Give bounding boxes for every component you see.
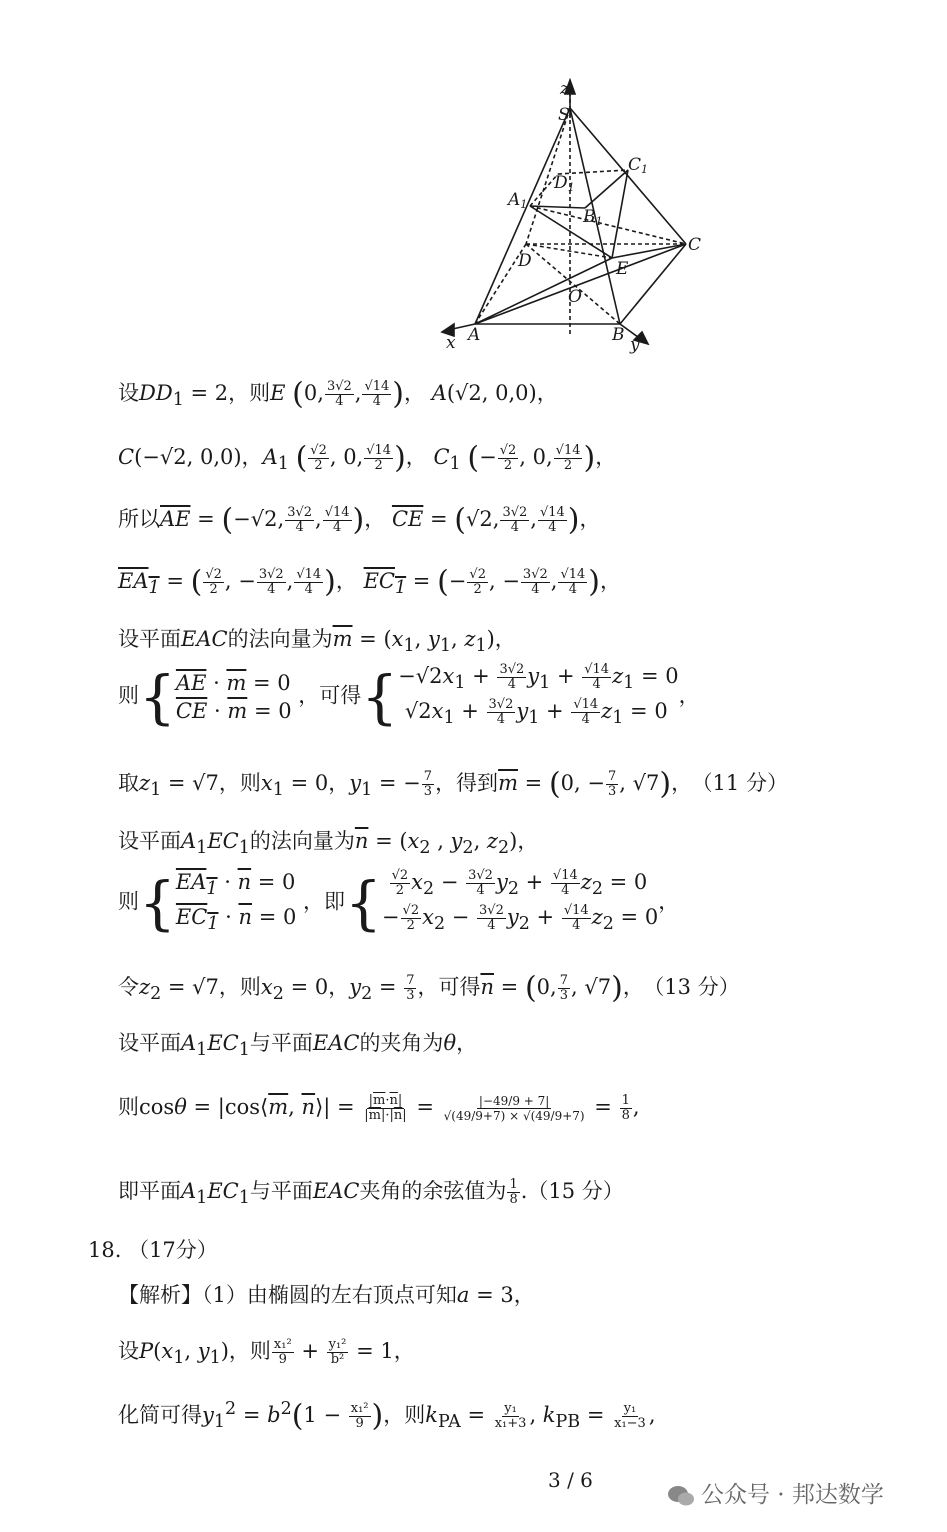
label-E: E — [616, 259, 629, 279]
label-A1: A1 — [508, 190, 528, 211]
label-D1: D1 — [554, 173, 575, 194]
solution-line-13: 即平面$A_1EC_1$与平面EAC夹角的余弦值为 $\frac{1}{8}$ .（15 分） — [118, 1177, 624, 1209]
label-y: y — [630, 335, 640, 355]
solution-line-4: $EA_1$ = ( $\frac{√2}{2}$ , − $\frac{3√2}{4}$ , $\frac{√14}{4}$ )， $EC_1$ = (− $\frac{√2}{2}$ , − $\frac{3√2}{4}$ , $\frac{√14}{4}$ )， — [118, 564, 621, 600]
label-O: O — [568, 287, 582, 307]
label-B1: B1 — [583, 207, 603, 228]
pyramid-figure — [430, 78, 730, 356]
label-S: S — [558, 105, 570, 125]
label-B: B — [612, 325, 625, 345]
solution-line-7: 取$z_1 = √7$，则$x_1 = 0$，$y_1$ = − $\frac{7}{3}$ ，得到$\overline{m} = (0$, − $\frac{7}{3}$ , √7)， （11 分） — [118, 766, 788, 802]
label-A: A — [468, 325, 481, 345]
label-D: D — [518, 251, 532, 271]
solution-line-1: 设$DD_1 = 2$，则E (0, $\frac{3√2}{4}$ , $\frac{√14}{4}$ )， A(√2, 0,0)， — [118, 376, 558, 412]
solution-line-11: 设平面$A_1EC_1$与平面EAC的夹角为θ， — [118, 1031, 478, 1061]
solution-line-8: 设平面$A_1EC_1$的法向量为$\overline{n} = (x_2$ , $y_2$, $z_2$)， — [118, 829, 539, 859]
label-x: x — [446, 333, 456, 353]
solution-line-12: 则$\cos\theta = |\cos⟨\overline{m}$, $\overline{n}⟩|$ = $\frac{|\overline{m}\cdot\overline{n}|}{|\overline{m}|\cdot|\overline{n}|}$ = $\frac{|-49/9 + 7|}{√(49/9+7) \times √(49/9+7)}$ = $\frac{1}{8}$ , — [118, 1093, 640, 1123]
analysis-line-1: 【解析】（1）由椭圆的左右顶点可知a = 3， — [118, 1283, 535, 1307]
solution-line-9: 则{ $EA_1 \cdot \overline{n} = 0$ $EC_1 \cdot \overline{n} = 0$ ，即{ $\frac{√2}{2}$ $x_2$ − $\frac{3√2}{4}$ $y_2$ + $\frac{√14}{4}$ $z_2 = 0$ − $\frac{√2}{2}$ $x_2$ − $\frac{3√2}{4}$ $y_2$ + $\frac{√14}{4}$ $z_2 = 0$ ， — [118, 868, 680, 938]
analysis-line-3: 化简可得$y_1^2 = b^2(1$ − $\frac{\text{x₁²}}{9}$ )，则$k_{PA}$ = $\frac{\text{y₁}}{\text{x₁+3}}$ , $k_{PB}$ = $\frac{\text{y₁}}{\text{x₁−3}}$ , — [118, 1398, 656, 1434]
solution-line-2: C(−√2, 0,0)，$A_1$ ( $\frac{√2}{2}$ , 0, $\frac{√14}{2}$ )， $C_1$ (− $\frac{√2}{2}$ , 0, $\frac{√14}{2}$ )， — [118, 440, 617, 476]
label-z: z — [560, 79, 569, 99]
solution-line-6: 则{ $\overline{AE} \cdot \overline{m} = 0$ $\overline{CE} \cdot \overline{m} = 0$ ，可得{ $-√2x_1$ + $\frac{3√2}{4}$ $y_1$ + $\frac{√14}{4}$ $z_1 = 0$ $√2x_1$ + $\frac{3√2}{4}$ $y_1$ + $\frac{√14}{4}$ $z_1 = 0$ ， — [118, 662, 700, 732]
page-number: 3 / 6 — [548, 1468, 593, 1492]
wechat-icon — [667, 1485, 695, 1507]
question-number: 18. （17分） — [88, 1238, 218, 1262]
solution-line-5: 设平面EAC的法向量为$\overline{m} = (x_1$, $y_1$, $z_1$)， — [118, 627, 516, 657]
watermark — [667, 1476, 884, 1509]
solution-line-10: 令$z_2 = √7$，则$x_2 = 0$，$y_2$ = $\frac{7}{3}$ ，可得$\overline{n} = (0$, $\frac{7}{3}$ , √7)， （13 分） — [118, 970, 740, 1006]
label-C: C — [688, 235, 702, 255]
label-C1: C1 — [628, 155, 649, 176]
solution-line-3: 所以$\overline{AE} = (-√2$, $\frac{3√2}{4}$ , $\frac{√14}{4}$ )， $\overline{CE} = (√2$, $\frac{3√2}{4}$ , $\frac{√14}{4}$ )， — [118, 502, 601, 538]
watermark-text: 公众号 · 邦达数学 — [701, 1482, 884, 1508]
analysis-line-2: 设$P(x_1$, $y_1$)，则 $\frac{\text{x₁²}}{9}$ + $\frac{\text{y₁²}}{\text{b²}}$ = 1， — [118, 1337, 415, 1369]
